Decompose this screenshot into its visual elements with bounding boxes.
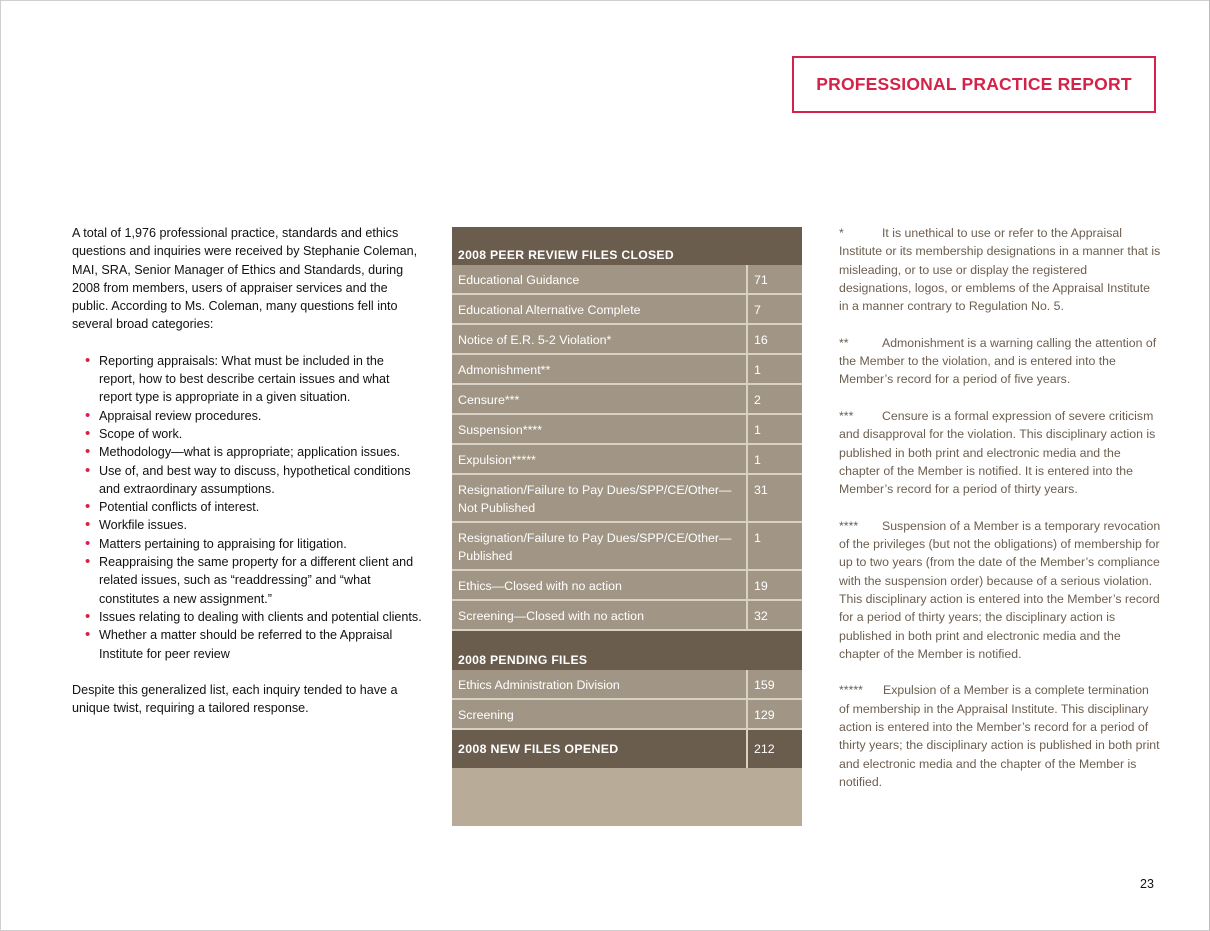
row-value: 19: [754, 579, 768, 593]
row-value: 31: [754, 483, 768, 497]
table-row: [452, 475, 802, 523]
row-value: 2: [754, 393, 761, 407]
list-item: • Scope of work.: [85, 424, 183, 442]
bullet-icon: •: [85, 461, 91, 479]
table-row: [452, 700, 802, 730]
footnote-text: Censure is a formal expression of severe criticism and disapproval for the violation. This disciplinary action is published in both print and electronic media and the chapter of the Member is notified. It is entered into the Member’s record for a period of thirty years.: [839, 408, 1156, 497]
table-row: [452, 355, 802, 385]
footnote-mark: *: [839, 226, 844, 240]
table-row: [452, 415, 802, 445]
row-value: 129: [754, 708, 775, 722]
bullet-icon: •: [85, 351, 91, 369]
row-label: Screening: [452, 700, 748, 728]
table-row: [452, 385, 802, 415]
table-row: [452, 265, 802, 295]
intro-paragraph: A total of 1,976 professional practice, standards and ethics questions and inquiries were received by Stephanie Coleman, MAI, SRA, Senior Manager of Ethics and Standards, during 2008 from members, users of appraiser services and the public. According to Ms. Coleman, many questions fell into several broad categories:: [72, 226, 418, 332]
row-value: 7: [754, 303, 761, 317]
closed-files-header: 2008 PEER REVIEW FILES CLOSED: [452, 227, 802, 265]
footnote: [839, 224, 1161, 315]
row-value: 16: [754, 333, 768, 347]
row-label: Resignation/Failure to Pay Dues/SPP/CE/Other—Published: [452, 523, 748, 569]
row-label: Ethics—Closed with no action: [452, 571, 748, 599]
row-label: Censure***: [452, 385, 748, 413]
footnote: [839, 407, 1161, 498]
footnote-text: Expulsion of a Member is a complete termination of membership in the Appraisal Institute. This disciplinary action is entered into the Member’s record for a period of thirty years; the disciplinary action is published in both print and electronic media and the chapter of the Member is notified.: [839, 683, 1160, 789]
bullet-icon: •: [85, 553, 91, 571]
row-label: Screening—Closed with no action: [452, 601, 748, 629]
table-row: [452, 295, 802, 325]
footnote-text: Admonishment is a warning calling the attention of the Member to the violation, and is entered into the Member’s record for a period of five years.: [839, 335, 1157, 387]
page-number: 23: [1140, 877, 1154, 891]
list-item: • Potential conflicts of interest.: [85, 498, 260, 516]
new-files-value: 212: [754, 742, 775, 756]
list-item: • Whether a matter should be referred to the Appraisal Institute for peer review: [85, 626, 393, 661]
table-row: [452, 571, 802, 601]
table-row: [452, 601, 802, 631]
bullet-icon: •: [85, 443, 91, 461]
row-value: 1: [754, 531, 761, 545]
new-files-label: 2008 NEW FILES OPENED: [452, 730, 748, 768]
pending-files-header: 2008 PENDING FILES: [452, 631, 802, 670]
new-files-row: [452, 730, 802, 768]
closing-paragraph: Despite this generalized list, each inquiry tended to have a unique twist, requiring a tailored response.: [72, 682, 398, 716]
bullet-icon: •: [85, 516, 91, 534]
list-item: • Reporting appraisals: What must be included in the report, how to best describe certain issues and what report type is appropriate in a given situation.: [85, 351, 390, 405]
list-item: • Matters pertaining to appraising for litigation.: [85, 534, 347, 552]
footnote-mark: ***: [839, 408, 854, 423]
report-title-box: [792, 56, 1156, 113]
footnote-mark: **: [839, 335, 849, 350]
row-label: Educational Alternative Complete: [452, 295, 748, 323]
list-item: • Workfile issues.: [85, 516, 187, 534]
table-row: [452, 325, 802, 355]
row-label: Ethics Administration Division: [452, 670, 748, 698]
footnote: [839, 681, 1161, 791]
row-value: 71: [754, 273, 768, 287]
category-list: [72, 352, 422, 663]
table-row: [452, 670, 802, 700]
footnote-mark: *****: [839, 683, 863, 698]
bullet-icon: •: [85, 406, 91, 424]
row-value: 1: [754, 453, 761, 467]
row-label: Suspension****: [452, 415, 748, 443]
report-title: PROFESSIONAL PRACTICE REPORT: [816, 74, 1132, 94]
bullet-icon: •: [85, 498, 91, 516]
intro-text: [72, 224, 422, 717]
footnote: [839, 517, 1161, 663]
list-item: • Methodology—what is appropriate; application issues.: [85, 443, 401, 461]
list-item: • Use of, and best way to discuss, hypothetical conditions and extraordinary assumptions.: [85, 461, 411, 496]
row-label: Admonishment**: [452, 355, 748, 383]
peer-review-table: [452, 227, 802, 826]
row-label: Resignation/Failure to Pay Dues/SPP/CE/Other—Not Published: [452, 475, 748, 521]
bullet-icon: •: [85, 607, 91, 625]
row-value: 32: [754, 609, 768, 623]
list-item: • Appraisal review procedures.: [85, 406, 262, 424]
list-item: • Issues relating to dealing with clients and potential clients.: [85, 607, 422, 625]
row-value: 159: [754, 678, 775, 692]
footnote-text: It is unethical to use or refer to the Appraisal Institute or its membership designations in a manner that is misleading, or to use or display the registered designations, logos, or emblems of the Appraisal Institute in a manner contrary to Regulation No. 5.: [839, 226, 1161, 314]
footnote-text: Suspension of a Member is a temporary revocation of the privileges (but not the obligations) of membership for up to two years (from the date of the Member’s compliance with the suspension order) because of a serious violation. This disciplinary action is entered into the Member’s record for a period of thirty years; the disciplinary action is published in both print and electronic media and the chapter of the Member is notified.: [839, 518, 1161, 661]
bullet-icon: •: [85, 626, 91, 644]
row-label: Expulsion*****: [452, 445, 748, 473]
table-row: [452, 523, 802, 571]
footnotes: [839, 224, 1161, 810]
row-value: 1: [754, 423, 761, 437]
bullet-icon: •: [85, 424, 91, 442]
row-value: 1: [754, 363, 761, 377]
list-item: • Reappraising the same property for a different client and related issues, such as “readdressing” and “what constitutes a new assignment.”: [85, 553, 414, 606]
bullet-icon: •: [85, 534, 91, 552]
table-row: [452, 445, 802, 475]
footnote-mark: ****: [839, 518, 859, 533]
row-label: Educational Guidance: [452, 265, 748, 293]
footnote: [839, 334, 1161, 389]
row-label: Notice of E.R. 5-2 Violation*: [452, 325, 748, 353]
